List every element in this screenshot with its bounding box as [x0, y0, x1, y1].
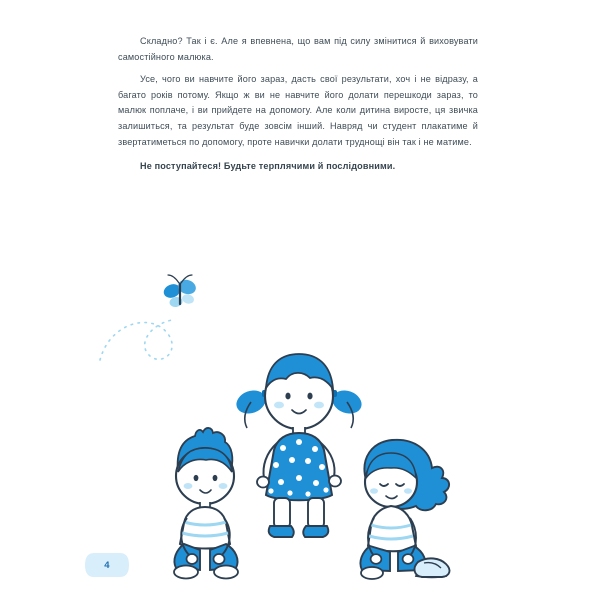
- page-number-text: 4: [104, 559, 110, 571]
- paragraph-3: Не поступайтеся! Будьте терплячими й послідовними.: [140, 161, 396, 172]
- dotted-flight-path: [100, 320, 172, 360]
- boy-sitting-left: [174, 428, 238, 579]
- girl-standing-with-polka-dot-dress: [233, 354, 365, 537]
- butterfly-icon: [162, 275, 198, 308]
- illustration: [0, 250, 600, 580]
- body-text: [118, 34, 478, 182]
- page-number: [84, 552, 130, 578]
- paragraph-1: Складно? Так і є. Але я впевнена, що вам під силу змінитися й виховувати самостійного малюка.: [118, 36, 478, 62]
- paragraph-2: Усе, чого ви навчите його зараз, дасть свої результати, хоч і не відразу, а багато років потому. Якщо ж ви не навчите його долати перешкоди зараз, то малюк поплаче, і ви прийдете на допомогу. Але коли дитина виросте, ця звичка залишиться, та результат буде зовсім інший. Навряд чи студент плакатиме й звертатиметься по допомогу, проте навички долати труднощі він так і не матиме.: [118, 74, 478, 147]
- shoe: [415, 558, 450, 577]
